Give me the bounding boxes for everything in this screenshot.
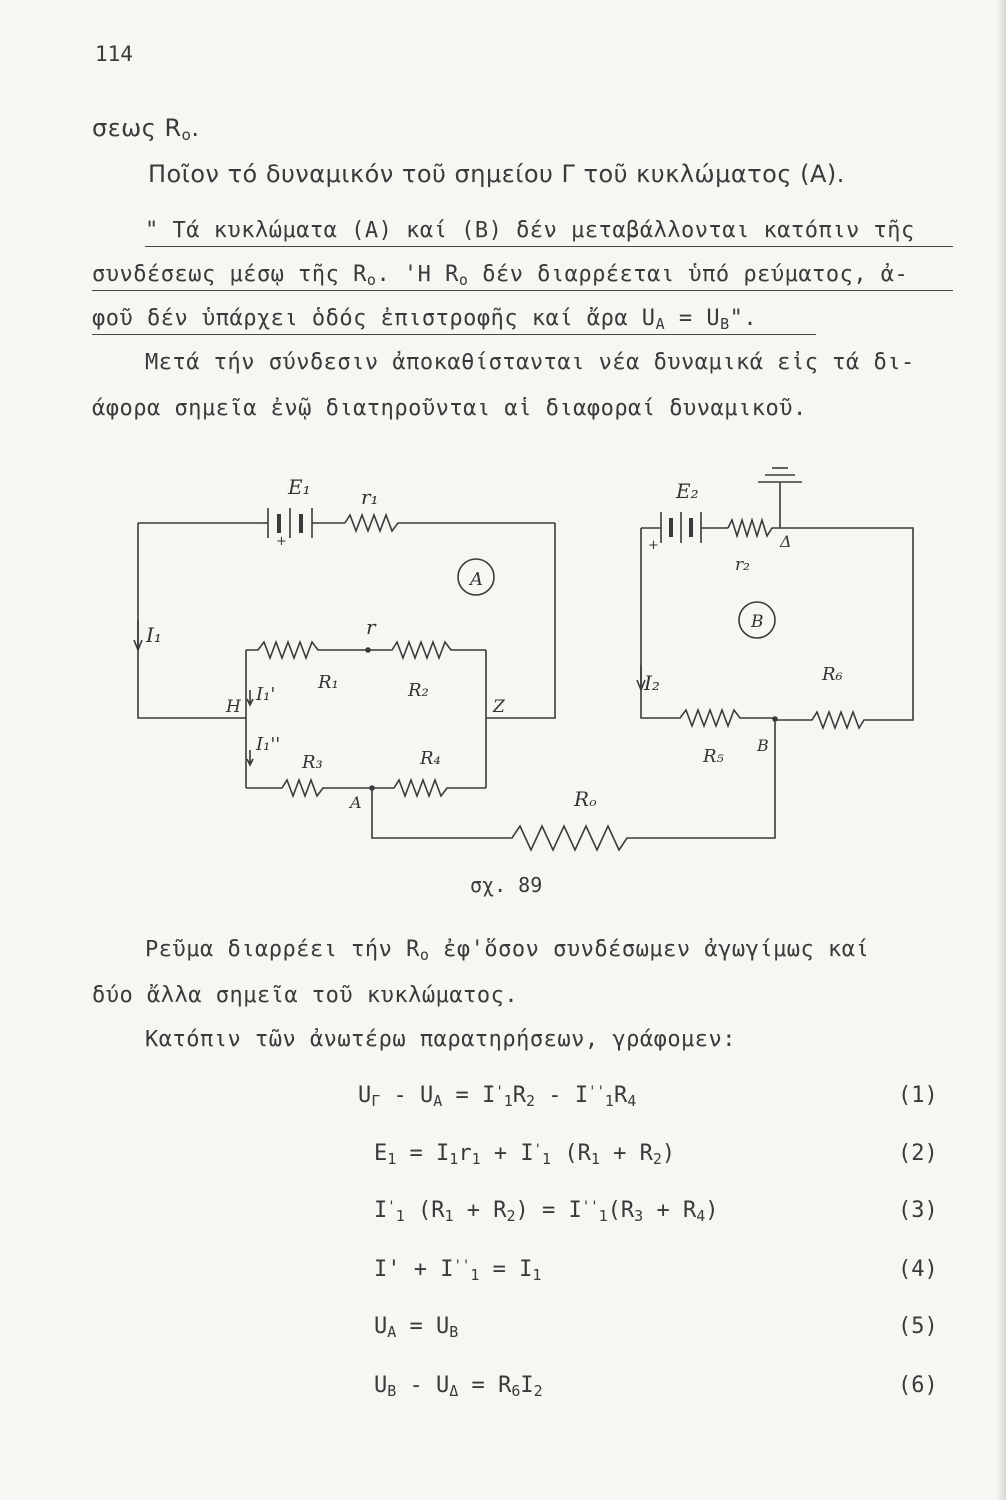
label-Ro: Rₒ: [574, 787, 597, 811]
equation-3: $I'_1$ $(R_1 + R_2) = I''_1(R_3 + R_4)$: [374, 1198, 719, 1225]
label-plus-e1: +: [276, 534, 287, 549]
equation-4-number: (4): [898, 1257, 938, 1282]
equation-2: $E_1 = I_1r_1 + I'_1$ $(R_1 + R_2)$: [374, 1141, 676, 1168]
ground-symbol: [758, 468, 802, 528]
label-I2: I₂: [644, 671, 660, 695]
label-R4: R₄: [420, 748, 441, 769]
section-heading: Ποῖον τό δυναμικόν τοῦ σημείου Γ τοῦ κυκλώματος (Α).: [148, 160, 845, 188]
resistor-r2: [728, 520, 780, 536]
resistor-R1: [246, 642, 368, 658]
label-R1: R₁: [318, 672, 339, 693]
figure-caption: σχ. 89: [470, 873, 543, 897]
equation-5: $U_A = U_B$: [374, 1314, 459, 1341]
continuation-line: σεως $R_o$.: [92, 114, 200, 144]
paragraph-2-line-2: δύο ἄλλα σημεῖα τοῦ κυκλώματος.: [92, 983, 519, 1008]
label-r-node: r: [366, 615, 376, 639]
equation-2-number: (2): [898, 1141, 938, 1166]
label-plus-e2: +: [648, 538, 659, 553]
label-E2: E₂: [676, 479, 699, 503]
equation-6: $U_B - U_\Delta = R_6I_2$: [374, 1373, 543, 1400]
paragraph-2-line-1: Ρεῦμα διαρρέει τήν $R_o$ ἐφ'ὅσον συνδέσωμεν ἀγωγίμως καί: [145, 937, 870, 964]
quote-line-1: " Τά κυκλώματα (Α) καί (Β) δέν μεταβάλλονται κατόπιν τῆς: [145, 218, 953, 247]
resistor-R4: [372, 780, 486, 796]
resistor-R2: [368, 642, 486, 658]
resistor-R5: [672, 710, 775, 726]
equation-1-number: (1): [898, 1083, 938, 1108]
label-R2: R₂: [408, 680, 429, 701]
label-I1-dprime: I₁'': [256, 734, 281, 755]
equation-4: $I' + I''_1 = I_1$: [374, 1257, 542, 1284]
wire-b-right: [780, 528, 913, 720]
label-H: H: [226, 697, 241, 717]
wire-a-right: [486, 523, 555, 718]
paragraph-3: Κατόπιν τῶν ἀνωτέρω παρατηρήσεων, γράφομεν:: [145, 1027, 737, 1052]
page-number: 114: [95, 42, 133, 66]
label-E1: E₁: [288, 475, 311, 499]
label-B-node: B: [757, 736, 769, 755]
paragraph-1-line-2: άφορα σημεῖα ἐνῷ διατηροῦνται αἱ διαφοραί δυναμικοῦ.: [92, 396, 807, 421]
page-edge-shadow: [996, 0, 1006, 1500]
label-R3: R₃: [302, 752, 323, 773]
quote-line-2: συνδέσεως μέσῳ τῆς $R_o$. 'Η $R_o$ δέν διαρρέεται ὑπό ρεύματος, ἀ-: [92, 262, 953, 291]
label-A-circle: A: [470, 569, 483, 590]
label-R6: R₆: [822, 664, 843, 685]
label-I1: I₁: [146, 623, 162, 647]
equation-6-number: (6): [898, 1373, 938, 1398]
label-I1-prime: I₁': [256, 684, 276, 705]
label-Z: Z: [493, 697, 505, 717]
quote-line-3: φοῦ δέν ὑπάρχει ὁδός ἐπιστροφῆς καί ἄρα $U_A = U_B$".: [92, 306, 816, 335]
paragraph-1-line-1: Μετά τήν σύνδεσιν ἀποκαθίστανται νέα δυναμικά εἰς τά δι-: [145, 350, 915, 375]
wire-a-left: [138, 523, 246, 718]
label-B-circle: B: [751, 612, 764, 632]
label-A-node: A: [350, 793, 362, 812]
equation-3-number: (3): [898, 1198, 938, 1223]
battery-e1: [262, 508, 345, 538]
equation-1: $U_\Gamma - U_A = I'_1R_2 - I''_1R_4$: [358, 1083, 637, 1110]
equation-5-number: (5): [898, 1314, 938, 1339]
label-r2: r₂: [735, 555, 750, 575]
label-r1: r₁: [361, 485, 379, 509]
label-Delta: Δ: [780, 532, 792, 551]
resistor-R6: [775, 712, 868, 728]
resistor-r1: [345, 515, 555, 531]
label-R5: R₅: [703, 746, 724, 767]
